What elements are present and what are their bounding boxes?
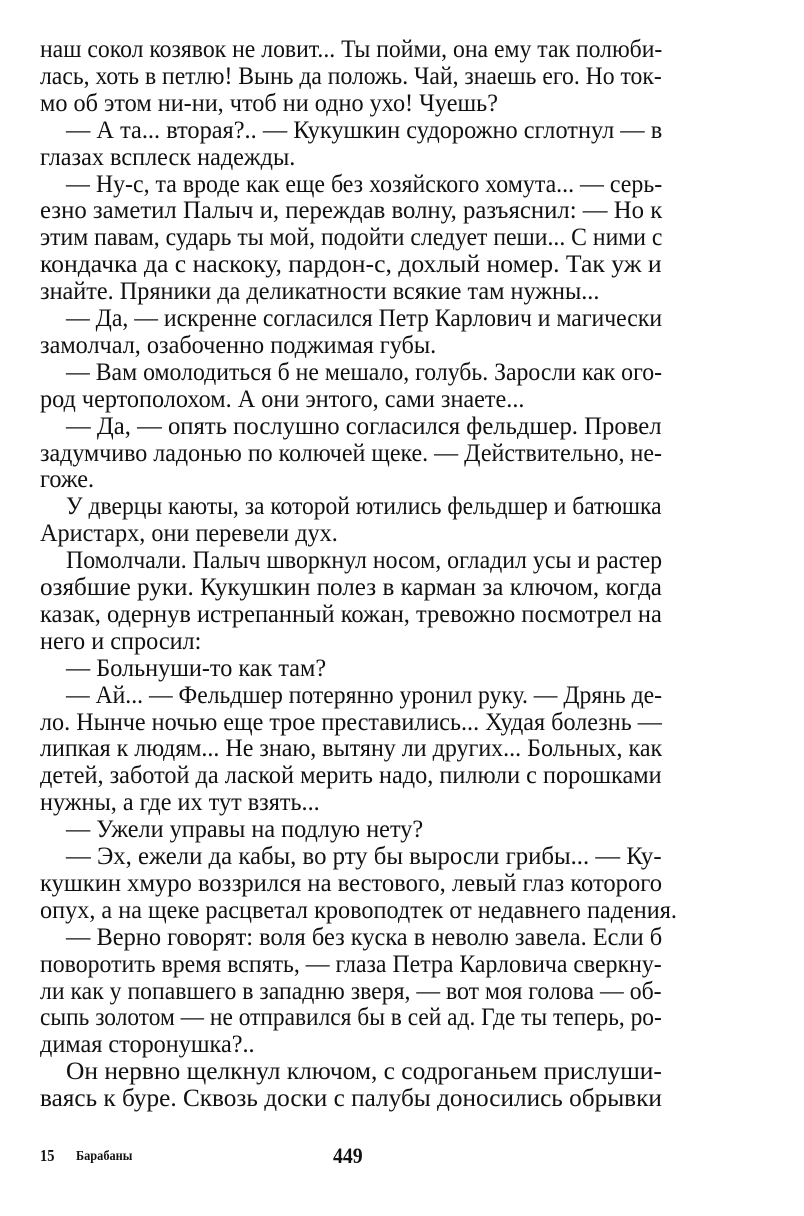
text-line: ло. Нынче ночью еще трое преставились... Худая болезнь — [40, 708, 662, 736]
text-line: задумчиво ладонью по колючей щеке. — Действительно, не- [40, 439, 663, 467]
text-line: липкая к людям... Не знаю, вытяну ли других... Больных, как [40, 735, 663, 763]
text-line: глазах всплеск надежды. [40, 143, 296, 171]
text-line: детей, заботой да лаской мерить надо, пилюли с порошками [40, 762, 662, 790]
paragraph-first-line: — Ужели управы на подлую нету? [66, 816, 424, 844]
text-line: озябшие руки. Кукушкин полез в карман за ключом, когда [40, 574, 662, 601]
text-line: мо об этом ни-ни, чтоб ни одно ухо! Чуешь? [40, 89, 498, 117]
text-line: кондачка да с наскоку, пардон-с, дохлый номер. Так уж и [40, 251, 662, 279]
text-line: знайте. Пряники да деликатности всякие там нужны... [40, 278, 600, 306]
page-number: 449 [333, 1143, 363, 1168]
paragraph-first-line: — Ай... — Фельдшер потерянно уронил руку. — Дрянь де- [66, 681, 662, 709]
paragraph-first-line: — Эх, ежели да кабы, во рту бы выросли грибы... — Ку- [66, 843, 662, 870]
paragraph-first-line: Помолчали. Палыч шворкнул носом, огладил усы и растер [66, 547, 663, 575]
paragraph-first-line: У дверцы каюты, за которой ютились фельдшер и батюшка [66, 493, 662, 521]
text-line: лась, хоть в петлю! Вынь да положь. Чай, знаешь его. Но ток- [40, 62, 662, 90]
footer-book-title: Барабаны [76, 1149, 133, 1164]
text-line: этим павам, сударь ты мой, подойти следует пеши... С ними с [40, 224, 663, 252]
paragraph-first-line: — Больнуши-то как там? [66, 654, 327, 682]
text-line: ваясь к буре. Сквозь доски с палубы доносились обрывки [40, 1085, 662, 1113]
text-line: езно заметил Палыч и, переждав волну, разъяснил: — Но к [40, 197, 663, 225]
text-line: димая сторонушка?.. [40, 1031, 255, 1059]
text-line: род чертополохом. А они энтого, сами знаете... [40, 385, 525, 413]
paragraph-first-line: — Да, — опять послушно согласился фельдшер. Провел [66, 412, 662, 440]
paragraph-first-line: Он нервно щелкнул ключом, с содроганьем прислуши- [66, 1058, 662, 1086]
text-line: поворотить время вспять, — глаза Петра Карловича сверкну- [40, 950, 662, 978]
paragraph-first-line: — Вам омолодиться б не мешало, голубь. Заросли как ого- [66, 358, 663, 386]
paragraph-first-line: — Верно говорят: воля без куска в неволю завела. Если б [66, 923, 663, 951]
text-line: опух, а на щеке расцветал кровоподтек от недавнего падения. [40, 896, 677, 924]
text-line: ли как у попавшего в западню зверя, — вот моя голова — об- [40, 977, 662, 1005]
text-line: сыпь золотом — не отправился бы в сей ад. Где ты теперь, ро- [40, 1004, 662, 1032]
signature-mark: 15 [40, 1146, 55, 1165]
text-line: замолчал, озабоченно поджимая губы. [40, 331, 437, 359]
text-line: кушкин хмуро воззрился на вестового, левый глаз которого [40, 869, 662, 897]
text-line: нужны, а где их тут взять... [40, 789, 320, 817]
paragraph-first-line: наш сокол козявок не ловит... Ты пойми, она ему так полюби- [40, 36, 663, 63]
paragraph-first-line: — Ну-с, та вроде как еще без хозяйского хомута... — серь- [66, 170, 663, 198]
text-line: него и спросил: [40, 627, 202, 655]
paragraph-first-line: — А та... вторая?.. — Кукушкин судорожно сглотнул — в [66, 116, 663, 144]
text-line: гоже. [40, 466, 95, 494]
text-line: казак, одернув истрепанный кожан, тревожно посмотрел на [40, 600, 662, 628]
text-line: Аристарх, они перевели дух. [40, 520, 338, 548]
paragraph-first-line: — Да, — искренне согласился Петр Карлович и магически [66, 305, 663, 332]
